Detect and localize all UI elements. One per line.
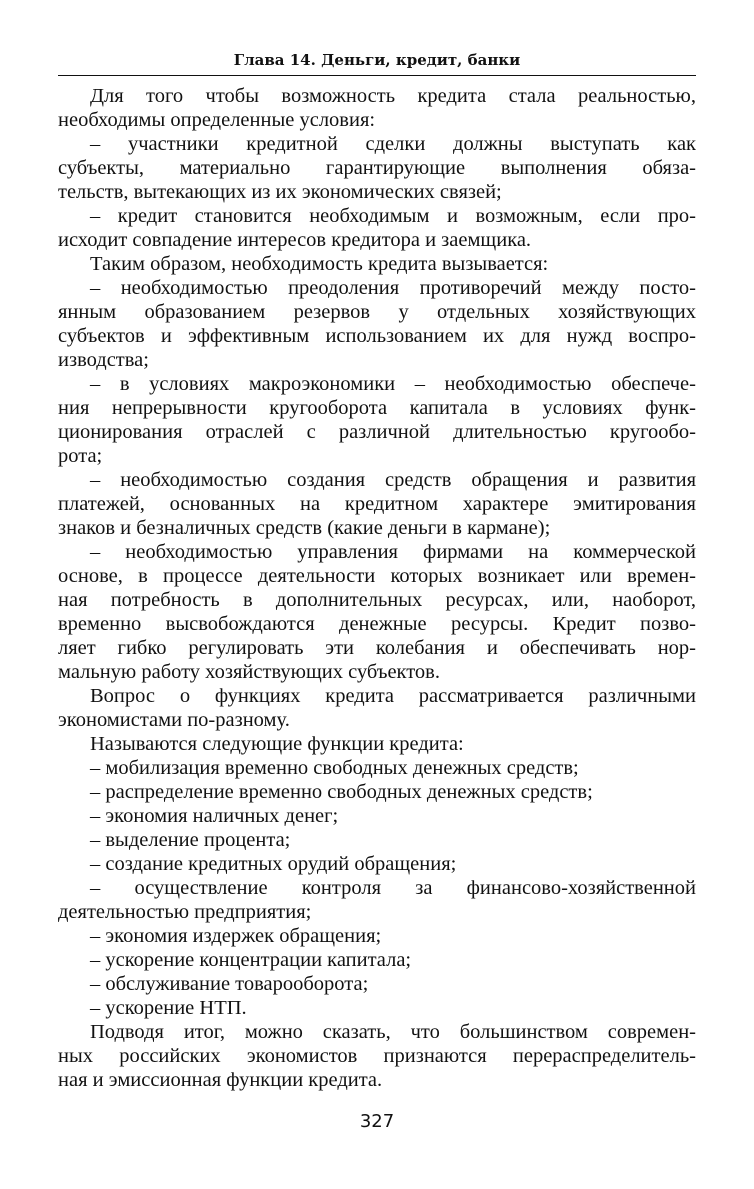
text-line: – необходимостью создания средств обращения и развития [90, 469, 696, 491]
text-line: ния непрерывности кругооборота капитала в условиях функ- [58, 397, 696, 419]
text-line: рота; [58, 445, 103, 467]
text-line: – ускорение НТП. [90, 997, 247, 1019]
text-line: деятельностью предприятия; [58, 901, 312, 923]
text-line: Вопрос о функциях кредита рассматривается различными [90, 685, 696, 707]
text-line: субъекты, материально гарантирующие выполнения обяза- [58, 157, 696, 179]
text-line: основе, в процессе деятельности которых возникает или времен- [58, 565, 696, 587]
text-line: платежей, основанных на кредитном характере эмитирования [58, 493, 696, 515]
text-line: янным образованием резервов у отдельных хозяйствующих [58, 301, 696, 323]
text-line: Таким образом, необходимость кредита вызывается: [90, 253, 549, 275]
text-line: тельств, вытекающих из их экономических связей; [58, 181, 502, 203]
text-line: – выделение процента; [90, 829, 291, 851]
text-line: – обслуживание товарооборота; [90, 973, 369, 995]
text-line: Для того чтобы возможность кредита стала реальностью, [90, 85, 696, 107]
text-line: экономистами по-разному. [58, 709, 290, 731]
text-line: – осуществление контроля за финансово-хозяйственной [90, 877, 696, 899]
text-line: – экономия наличных денег; [90, 805, 339, 827]
text-line: Называются следующие функции кредита: [90, 733, 464, 755]
text-line: – необходимостью преодоления противоречий между посто- [90, 277, 696, 299]
text-line: – распределение временно свободных денежных средств; [90, 781, 593, 803]
text-line: – ускорение концентрации капитала; [90, 949, 412, 971]
text-line: исходит совпадение интересов кредитора и заемщика. [58, 229, 532, 251]
text-line: – необходимостью управления фирмами на коммерческой [90, 541, 696, 563]
text-line: ная и эмиссионная функции кредита. [58, 1069, 383, 1091]
text-line: ционирования отраслей с различной длительностью кругообо- [58, 421, 696, 443]
text-line: знаков и безналичных средств (какие деньги в кармане); [58, 517, 551, 539]
text-line: временно высвобождаются денежные ресурсы. Кредит позво- [58, 613, 696, 635]
text-line: ляет гибко регулировать эти колебания и обеспечивать нор- [58, 637, 696, 659]
text-line: необходимы определенные условия: [58, 109, 376, 131]
text-line: – мобилизация временно свободных денежных средств; [90, 757, 579, 779]
page-number: 327 [359, 1111, 395, 1132]
text-line: мальную работу хозяйствующих субъектов. [58, 661, 440, 683]
running-header: Глава 14. Деньги, кредит, банки [233, 51, 521, 69]
text-line: – кредит становится необходимым и возможным, если про- [90, 205, 696, 227]
text-line: субъектов и эффективным использованием их для нужд воспро- [58, 325, 696, 347]
text-line: – в условиях макроэкономики – необходимостью обеспече- [90, 373, 696, 395]
body-text [58, 84, 696, 1092]
text-line: – экономия издержек обращения; [90, 925, 382, 947]
text-line: Подводя итог, можно сказать, что большинством современ- [90, 1021, 696, 1043]
text-line: – создание кредитных орудий обращения; [90, 853, 457, 875]
text-line: изводства; [58, 349, 149, 371]
text-line: – участники кредитной сделки должны выступать как [90, 133, 696, 155]
text-line: ных российских экономистов признаются перераспределитель- [58, 1045, 696, 1067]
text-line: ная потребность в дополнительных ресурсах, или, наоборот, [58, 589, 696, 611]
header-rule [58, 75, 696, 76]
